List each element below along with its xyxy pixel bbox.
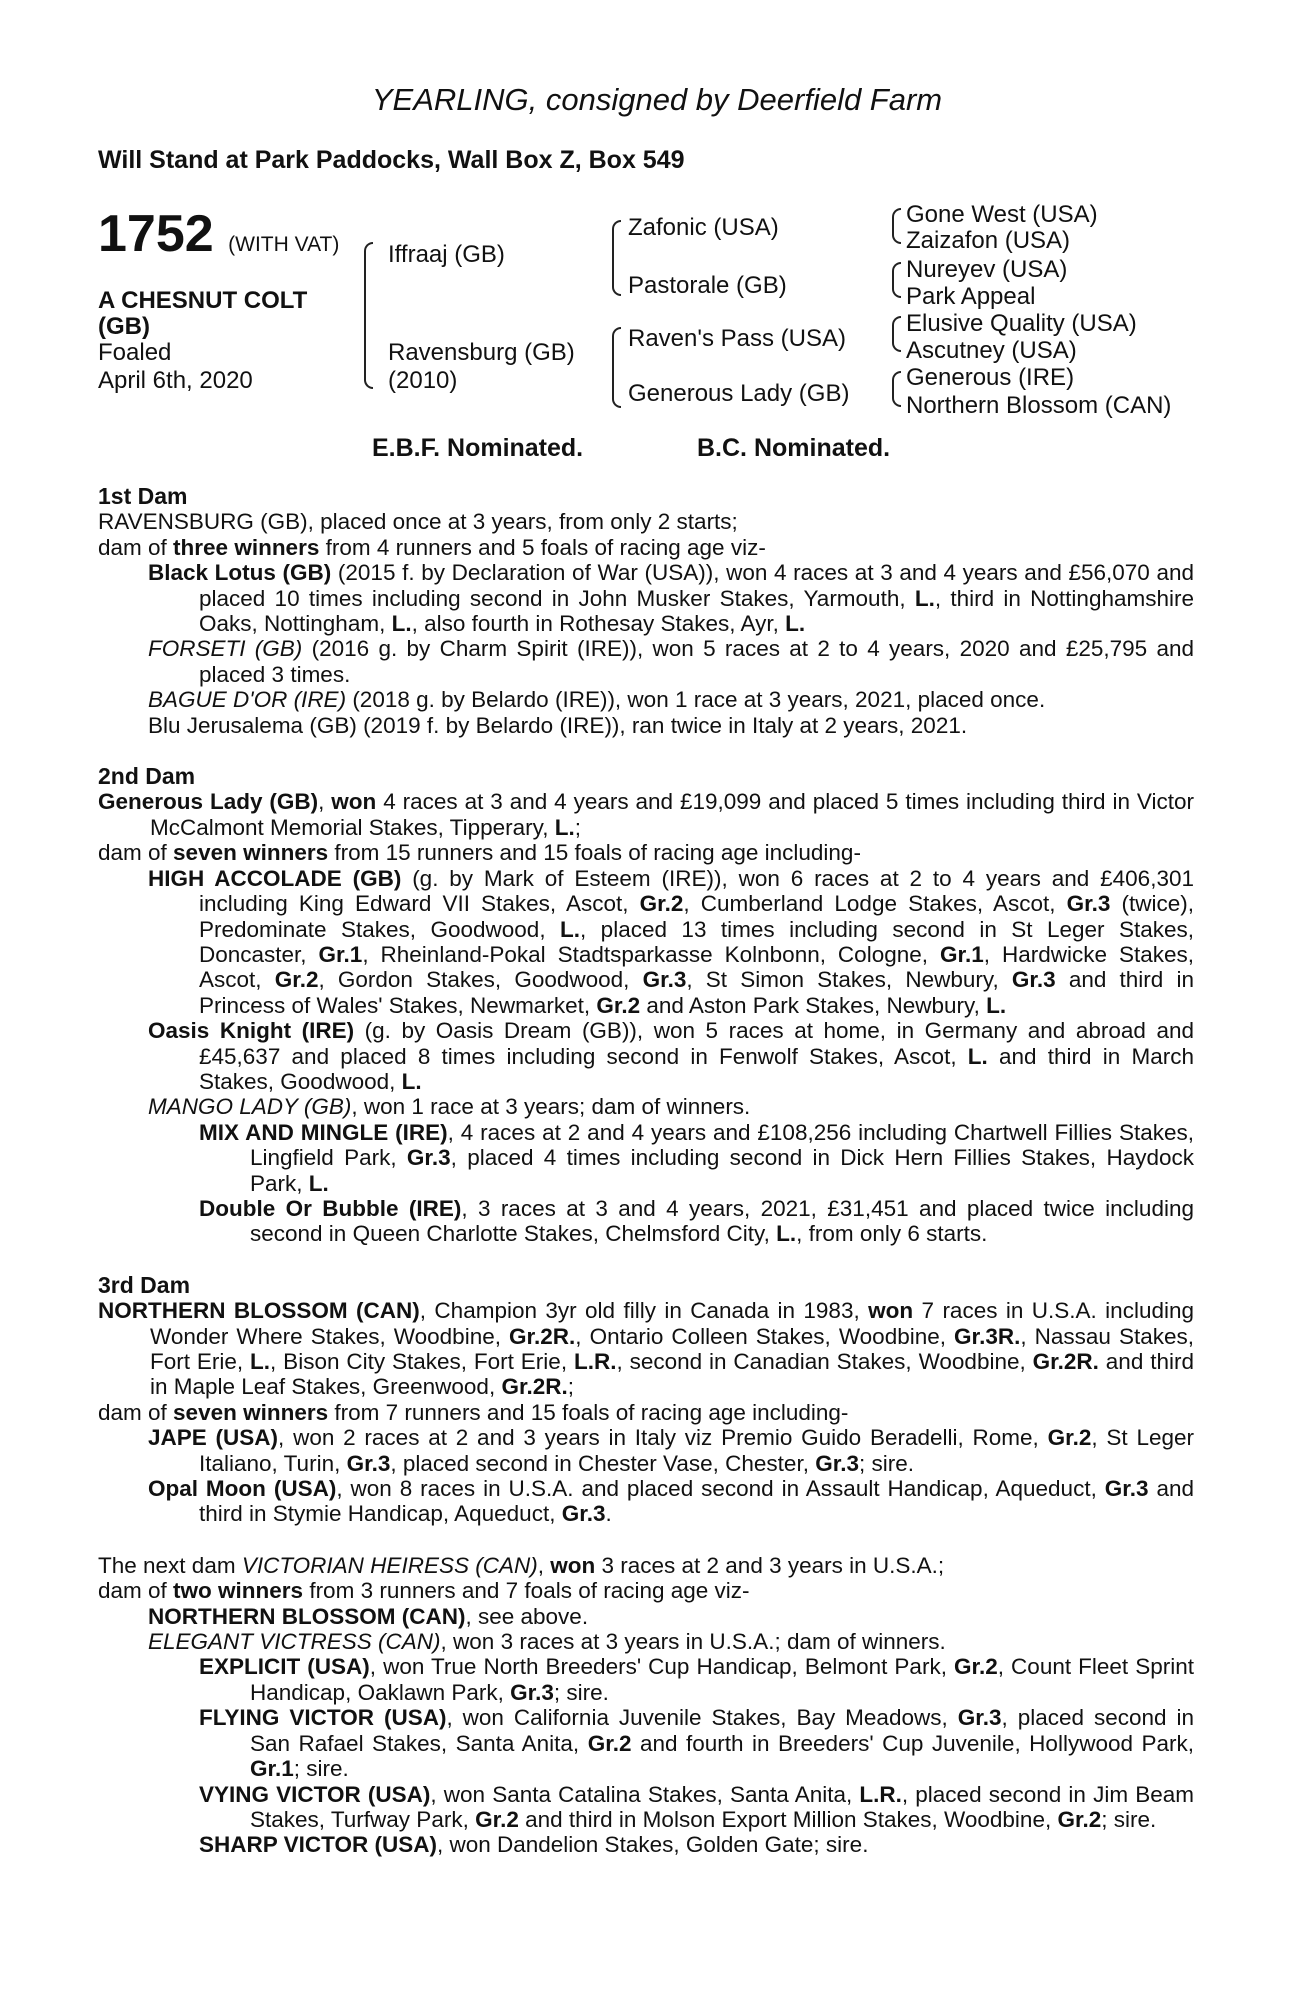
entry-text: , Gordon Stakes, Goodwood, (318, 967, 643, 993)
entry-text: Gr.3 (1066, 891, 1111, 917)
bc-nominated: B.C. Nominated. (697, 434, 891, 462)
entry-text: seven winners (173, 840, 329, 866)
pedigree-entry (98, 1604, 1194, 1629)
pedigree-entry (98, 687, 1194, 712)
entry-text: L. (986, 992, 1007, 1018)
entry-text: won (550, 1552, 596, 1578)
entry-text: Gr.3 (510, 1679, 554, 1705)
pedigree-entry (98, 789, 1194, 840)
entry-text: L. (967, 1043, 988, 1069)
lot-number (98, 204, 339, 264)
entry-text: three winners (173, 534, 320, 560)
entry-text: Gr.2 (587, 1730, 632, 1756)
entry-text: and third in Stymie Handicap, Aqueduct, (199, 1476, 1194, 1527)
entry-text: NORTHERN BLOSSOM (CAN) (98, 1298, 420, 1324)
entry-text: , (537, 1552, 551, 1578)
pedigree-bracket-g3 (892, 316, 901, 352)
dam-sire: Raven's Pass (USA) (628, 325, 846, 352)
entry-text: , won Dandelion Stakes, Golden Gate; sire. (436, 1832, 869, 1858)
entry-text: Gr.2R. (501, 1374, 568, 1400)
entry-text: Gr.3 (406, 1145, 451, 1171)
entry-text: , 3 races at 3 and 4 years, 2021, £31,451 and placed twice including second in Queen Charlotte Stakes, Chelmsford City, (250, 1195, 1194, 1247)
dam-section (98, 484, 1194, 738)
pedigree-entry (98, 1400, 1194, 1425)
entry-text: VICTORIAN HEIRESS (CAN) (241, 1552, 538, 1578)
pedigree-bracket-g4 (892, 371, 901, 407)
entry-text: , Nassau Stakes, Fort Erie, (150, 1323, 1194, 1374)
lot-number-value: 1752 (98, 205, 214, 263)
entry-text: from 15 runners and 15 foals of racing age including- (328, 840, 861, 866)
entry-text: , from only 6 starts. (796, 1221, 988, 1247)
pedigree-entry (98, 1782, 1194, 1833)
entry-text: , won 2 races at 2 and 3 years in Italy viz Premio Guido Beradelli, Rome, (278, 1425, 1048, 1451)
dam-name: Ravensburg (GB) (388, 339, 575, 366)
vat-label: (WITH VAT) (228, 233, 340, 256)
entry-text: Gr.2 (1047, 1425, 1092, 1451)
entry-text: Gr.3 (815, 1450, 859, 1476)
entry-text: Blu Jerusalema (GB) (2019 f. by Belardo (IRE)), ran twice in Italy at 2 years, 2021. (148, 712, 968, 738)
entry-text: Oasis Knight (IRE) (148, 1018, 355, 1044)
entry-text: Gr.1 (250, 1756, 294, 1782)
entry-text: and third in Princess of Wales' Stakes, Newmarket, (199, 967, 1194, 1018)
entry-text: , Rheinland-Pokal Stadtsparkasse Kolnbonn, Cologne, (362, 941, 940, 967)
entry-text: Gr.3 (346, 1450, 391, 1476)
entry-text: L. (914, 585, 935, 611)
entry-text: . (605, 1501, 612, 1527)
entry-text: , won 1 race at 3 years; dam of winners. (351, 1094, 751, 1120)
stand-location: Will Stand at Park Paddocks, Wall Box Z, Box 549 (98, 146, 685, 174)
pedigree-bracket-dam (612, 327, 621, 408)
pedigree-bracket-main (364, 242, 373, 389)
entry-text: JAPE (USA) (148, 1425, 279, 1451)
pedigree-entry (98, 1578, 1194, 1603)
entry-text: Gr.3 (642, 967, 687, 993)
entry-text: Gr.2 (596, 992, 641, 1018)
entry-text: Gr.2 (475, 1806, 519, 1832)
entry-text: Gr.2 (953, 1654, 998, 1680)
entry-text: L. (560, 916, 580, 942)
entry-text: ; sire. (553, 1679, 609, 1705)
entry-text: and Aston Park Stakes, Newbury, (640, 992, 987, 1018)
entry-text: , Cumberland Lodge Stakes, Ascot, (683, 891, 1067, 917)
foaled-label: Foaled (98, 339, 172, 366)
entry-text: , won True North Breeders' Cup Handicap, Belmont Park, (369, 1654, 954, 1680)
entry-text: Generous Lady (GB) (98, 789, 319, 815)
foaled-date: April 6th, 2020 (98, 367, 253, 394)
dam-section (98, 1273, 1194, 1527)
sire-dam: Pastorale (GB) (628, 272, 787, 299)
entry-text: from 3 runners and 7 foals of racing age viz- (303, 1578, 750, 1604)
entry-text: VYING VICTOR (USA) (199, 1781, 431, 1807)
gg-5: Elusive Quality (USA) (906, 310, 1137, 337)
pedigree-entry (98, 1298, 1194, 1400)
entry-text: Black Lotus (GB) (148, 560, 332, 586)
pedigree-entry (98, 1196, 1194, 1247)
entry-text: 7 races in U.S.A. including Wonder Where Stakes, Woodbine, (150, 1298, 1194, 1349)
entry-text: The next dam (98, 1552, 242, 1578)
gg-8: Northern Blossom (CAN) (906, 392, 1172, 419)
entry-text: and third in Maple Leaf Stakes, Greenwood, (150, 1349, 1194, 1400)
entry-text: dam of (98, 1399, 174, 1425)
entry-text: , Ontario Colleen Stakes, Woodbine, (575, 1323, 955, 1349)
entry-text: (g. by Oasis Dream (GB)), won 5 races at home, in Germany and abroad and £45,637 and placed 8 times including second in Fenwolf Stakes, Ascot, (199, 1018, 1194, 1069)
pedigree-entry (98, 1476, 1194, 1527)
gg-6: Ascutney (USA) (906, 337, 1077, 364)
entry-text: Double Or Bubble (IRE) (199, 1195, 462, 1221)
entry-text: and third in March Stakes, Goodwood, (199, 1043, 1194, 1094)
entry-text: L. (250, 1349, 271, 1374)
entry-text: L. (785, 611, 806, 637)
entry-text: Gr.2 (1057, 1806, 1102, 1832)
entry-text: ELEGANT VICTRESS (CAN) (148, 1629, 441, 1655)
gg-4: Park Appeal (906, 283, 1036, 310)
entry-text: Gr.3 (1011, 967, 1056, 993)
pedigree-bracket-g2 (892, 262, 901, 298)
entry-text: L. (554, 814, 575, 840)
dam-dam: Generous Lady (GB) (628, 380, 850, 407)
entry-text: ; (574, 814, 581, 840)
entry-text: , placed second in Chester Vase, Chester, (390, 1450, 816, 1476)
entry-text: , won California Juvenile Stakes, Bay Meadows, (446, 1705, 958, 1731)
entry-text: Gr.3 (957, 1705, 1002, 1731)
entry-text: NORTHERN BLOSSOM (CAN) (148, 1603, 466, 1629)
entry-text: , won 3 races at 3 years in U.S.A.; dam of winners. (440, 1629, 946, 1655)
entry-text: L. (401, 1068, 422, 1094)
entry-text: ; sire. (293, 1756, 349, 1782)
section-heading: 2nd Dam (98, 763, 196, 790)
entry-text: won (868, 1298, 914, 1324)
sire-name: Iffraaj (GB) (388, 241, 505, 268)
entry-text: 4 races at 3 and 4 years and £19,099 and placed 5 times including third in Victor McCalmont Memorial Stakes, Tipperary, (150, 789, 1194, 840)
pedigree-notes (98, 484, 1194, 1858)
pedigree-bracket-sire (612, 220, 621, 296)
entry-text: , Champion 3yr old filly in Canada in 1983, (419, 1298, 869, 1324)
entry-text: , won Santa Catalina Stakes, Santa Anita, (430, 1781, 860, 1807)
entry-text: , Bison City Stakes, Fort Erie, (270, 1349, 574, 1374)
dam-year: (2010) (388, 367, 458, 394)
entry-text: seven winners (173, 1399, 329, 1425)
entry-text: Gr.2R. (509, 1323, 576, 1349)
entry-text: dam of (98, 534, 174, 560)
pedigree-entry (98, 1018, 1194, 1094)
entry-text: (2015 f. by Declaration of War (USA)), won 4 races at 3 and 4 years and £56,070 and placed 10 times including second in John Musker Stakes, Yarmouth, (199, 560, 1194, 611)
pedigree-entry (98, 1832, 1194, 1857)
entry-text: L. (308, 1170, 329, 1196)
pedigree-entry (98, 535, 1194, 560)
entry-text: , third in Nottinghamshire Oaks, Nottingham, (199, 585, 1194, 637)
ebf-nominated: E.B.F. Nominated. (372, 434, 584, 462)
entry-text: FLYING VICTOR (USA) (199, 1705, 447, 1731)
lot-origin: (GB) (98, 313, 150, 340)
section-heading: 1st Dam (98, 483, 188, 509)
pedigree-entry (98, 560, 1194, 636)
entry-text: L.R. (859, 1781, 902, 1807)
entry-text: Gr.1 (318, 941, 363, 967)
entry-text: , St Leger Italiano, Turin, (199, 1425, 1194, 1476)
entry-text: , 4 races at 2 and 4 years and £108,256 including Chartwell Fillies Stakes, Lingfield Park, (250, 1119, 1194, 1171)
pedigree-entry (98, 713, 1194, 738)
entry-text: (2018 g. by Belardo (IRE)), won 1 race at 3 years, 2021, placed once. (346, 687, 1046, 713)
pedigree-entry (98, 1120, 1194, 1196)
entry-text: Gr.2 (274, 967, 319, 993)
entry-text: BAGUE D'OR (IRE) (148, 687, 347, 713)
page-title: YEARLING, consigned by Deerfield Farm (371, 82, 943, 117)
pedigree-entry (98, 1094, 1194, 1119)
entry-text: L. (776, 1221, 797, 1247)
entry-text: , also fourth in Rothesay Stakes, Ayr, (411, 611, 786, 637)
entry-text: HIGH ACCOLADE (GB) (148, 865, 402, 891)
entry-text: EXPLICIT (USA) (199, 1654, 370, 1680)
pedigree-bracket-g1 (892, 208, 901, 244)
entry-text: Gr.3R. (954, 1323, 1021, 1349)
gg-3: Nureyev (USA) (906, 256, 1068, 283)
entry-text: ; (567, 1374, 574, 1400)
entry-text: and fourth in Breeders' Cup Juvenile, Hollywood Park, (631, 1730, 1194, 1756)
entry-text: two winners (173, 1578, 304, 1604)
pedigree-entry (98, 1629, 1194, 1654)
dam-section (98, 764, 1194, 1247)
entry-text: , Count Fleet Sprint Handicap, Oaklawn Park, (250, 1654, 1194, 1705)
section-heading: 3rd Dam (98, 1271, 191, 1298)
pedigree-entry (98, 1705, 1194, 1781)
entry-text: 3 races at 2 and 3 years in U.S.A.; (595, 1552, 945, 1578)
pedigree-entry (98, 1654, 1194, 1705)
entry-text: MANGO LADY (GB) (148, 1094, 352, 1120)
entry-text: won (331, 789, 377, 815)
pedigree-entry (98, 1425, 1194, 1476)
entry-text: from 7 runners and 15 foals of racing age including- (328, 1399, 849, 1425)
entry-text: ; sire. (858, 1450, 914, 1476)
entry-text: dam of (98, 1578, 174, 1604)
gg-2: Zaizafon (USA) (906, 227, 1071, 254)
entry-text: L.R. (573, 1349, 617, 1374)
entry-text: , placed second in San Rafael Stakes, Santa Anita, (250, 1705, 1195, 1756)
entry-text: ; sire. (1101, 1806, 1157, 1832)
entry-text: MIX AND MINGLE (IRE) (199, 1119, 448, 1145)
gg-1: Gone West (USA) (906, 201, 1098, 228)
entry-text: (twice), Predominate Stakes, Goodwood, (199, 891, 1194, 942)
pedigree-entry (98, 866, 1194, 1018)
sire-sire: Zafonic (USA) (628, 214, 779, 241)
entry-text: (2016 g. by Charm Spirit (IRE)), won 5 races at 2 to 4 years, 2020 and £25,795 and placed 3 times. (199, 636, 1194, 687)
entry-text: , St Simon Stakes, Newbury, (686, 967, 1012, 993)
entry-text: and third in Molson Export Million Stakes, Woodbine, (518, 1806, 1058, 1832)
entry-text: Gr.1 (939, 941, 984, 967)
entry-text: from 4 runners and 5 foals of racing age viz- (319, 534, 766, 560)
pedigree-entry (98, 1553, 1194, 1578)
pedigree-entry (98, 509, 1194, 534)
gg-7: Generous (IRE) (906, 364, 1075, 391)
entry-text: , placed second in Jim Beam Stakes, Turfway Park, (250, 1781, 1194, 1832)
entry-text: FORSETI (GB) (148, 636, 303, 662)
pedigree-entry (98, 840, 1194, 865)
entry-text: Gr.2 (639, 891, 684, 917)
entry-text: Opal Moon (USA) (148, 1476, 337, 1502)
entry-text: , won 8 races in U.S.A. and placed second in Assault Handicap, Aqueduct, (336, 1476, 1105, 1502)
entry-text: Gr.2R. (1032, 1349, 1099, 1374)
dam-section (98, 1553, 1194, 1858)
entry-text: SHARP VICTOR (USA) (199, 1832, 437, 1858)
entry-text: L. (391, 611, 412, 637)
entry-text: , placed 4 times including second in Dick Hern Fillies Stakes, Haydock Park, (250, 1145, 1194, 1196)
entry-text: , placed 13 times including second in St Leger Stakes, Doncaster, (199, 916, 1194, 967)
entry-text: (g. by Mark of Esteem (IRE)), won 6 races at 2 to 4 years and £406,301 including King Edward VII Stakes, Ascot, (199, 865, 1194, 917)
pedigree-entry (98, 636, 1194, 687)
lot-description: A CHESNUT COLT (98, 287, 308, 314)
entry-text: , (318, 789, 332, 815)
entry-text: , Hardwicke Stakes, Ascot, (199, 941, 1194, 993)
entry-text: RAVENSBURG (GB), placed once at 3 years, from only 2 starts; (98, 509, 738, 535)
entry-text: , see above. (465, 1603, 589, 1629)
entry-text: , second in Canadian Stakes, Woodbine, (616, 1349, 1033, 1374)
entry-text: Gr.3 (561, 1501, 606, 1527)
entry-text: Gr.3 (1104, 1476, 1149, 1502)
entry-text: dam of (98, 840, 174, 866)
